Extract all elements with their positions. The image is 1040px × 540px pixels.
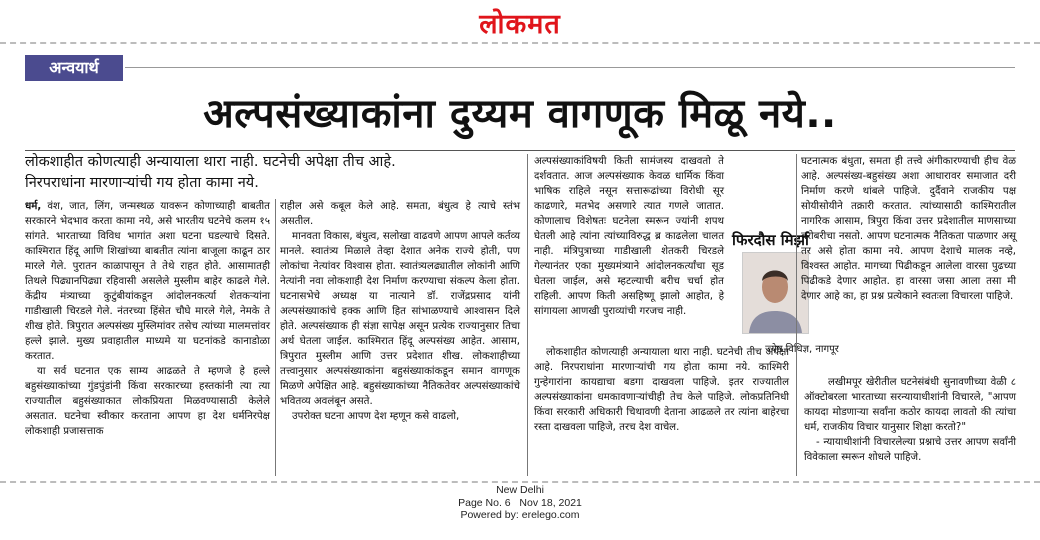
footer-page-date	[420, 497, 620, 510]
column-1-para-1	[25, 199, 270, 364]
column-2-para-1: राहील असे कबूल केले आहे. समता, बंधुत्व हे त्याचे स्तंभ असतील.	[280, 201, 520, 227]
column-2-para-3: उपरोक्त घटना आपण देश म्हणून कसे वाढलो,	[292, 411, 460, 422]
footer-page: Page No. 6	[458, 496, 511, 509]
article-column-3-lower	[534, 345, 789, 435]
bottom-divider	[0, 481, 1040, 483]
author-portrait-icon	[743, 253, 808, 333]
article-column-1	[25, 199, 270, 439]
author-name: फिरदौस मिर्झा	[732, 231, 809, 249]
lead-word: धर्म,	[25, 201, 42, 212]
section-tag: अन्वयार्थ	[25, 55, 123, 81]
column-separator	[796, 154, 797, 476]
intro-line-1: लोकशाहीत कोणत्याही अन्यायाला थारा नाही. घटनेची अपेक्षा तीच आहे.	[25, 154, 396, 170]
masthead	[0, 0, 1040, 40]
column-separator	[527, 154, 528, 476]
article-column-4	[801, 154, 1016, 304]
article-column-4-lower	[804, 375, 1016, 465]
article-column-3	[534, 154, 724, 319]
column-1-para-2: या सर्व घटनात एक साम्य आढळते ते म्हणजे हे हल्ले बहुसंख्याकांच्या गुंडपुंडांनी किंवा सरकारच्या हस्तकांनी त्या त्या राज्यातील बहुसंख्याकात लोकप्रियता मिळवण्यासाठी केलेले असतात. घटनेचा स्वीकार करताना आपण हा देश धर्मनिरपेक्ष लोकशाही प्रजासत्ताक	[25, 366, 270, 437]
column-4-para-1: घटनात्मक बंधुता, समता ही तत्त्वे अंगीकारण्याची हीच वेळ आहे. अल्पसंख्य-बहुसंख्य अशा आधारावर समाजात दरी निर्माण करणे थांबले पाहिजे. दुर्दैवाने राजकीय पक्ष सोयीसोयीने तक्रारी करतात. त्यांच्यासाठी काश्मिरातील नागरिक आसाम, त्रिपुरा किंवा उत्तर प्रदेशातील माणसाच्या बरोबरीचा नसतो. आपण घटनात्मक नैतिकता पाळणार असू तर असे होता कामा नये. आपण देशाचे मालक नव्हे, विश्वस्त आहोत. मागच्या पिढीकडून आलेला वारसा पुढच्या पिढीकडे देणार आहोत. हा वारसा जसा आला तसा मी देणार आहे का, हा प्रश्न प्रत्येकाने स्वतःला विचारला पाहिजे.	[801, 156, 1016, 302]
author-photo	[742, 252, 809, 334]
article-headline: अल्पसंख्याकांना दुय्यम वागणूक मिळू नये..	[203, 91, 837, 137]
column-4-para-3: - न्यायाधीशांनी विचारलेल्या प्रश्नाचे उत्तर आपण सर्वांनी विवेकाला स्मरून शोधले पाहिजे.	[804, 437, 1016, 463]
top-divider	[0, 42, 1040, 44]
section-tag-rule	[125, 67, 1015, 68]
footer-date: Nov 18, 2021	[519, 496, 582, 509]
column-3-para-1: अल्पसंख्याकांविषयी किती सामंजस्य दाखवतो ते दर्शवतात. आज अल्पसंख्याक केवळ धार्मिक किंवा भाषिक राहिले नसून सत्तारूढांच्या विरोधी सूर काढणारे, मतभेद असणारे त्यात गणले जातात. कोणालाच विशेषतः घटनेला स्मरून ज्यांनी शपथ घेतली आहे त्यांना त्यांच्याविरुद्ध ब्र काढलेला चालत नाही. मंत्रिपुत्राच्या गाडीखाली शेतकरी चिरडले गेल्यानंतर एका मुख्यमंत्र्याने आंदोलनकर्त्यांचा सूड घेतला जाईल, असे म्हटल्याची बरीच चर्चा होत राहिली. आपण किती असहिष्णू झालो आहोत, हे सांगायला आणखी पुराव्यांची गरजच नाही.	[534, 156, 724, 317]
lokmat-logo: लोकमत	[479, 9, 561, 40]
column-2-para-2: मानवता विकास, बंधुत्व, सलोखा वाढवणे आपण आपले कर्तव्य मानले. स्वातंत्र्य मिळाले तेव्हा देशात अनेक राज्ये होती, पण लोकांचा नेत्यांवर विश्वास होता. स्वातंत्र्यलढ्यातील लोकांनी आणि नेत्यांनी नवा लोकशाही देश निर्माण करण्याचा संकल्प केला होता. घटनासभेचे अध्यक्ष या नात्याने डॉ. राजेंद्रप्रसाद यांनी अल्पसंख्याकांचे हक्क आणि हित सांभाळण्याचे आश्वासन दिले होते. अल्पसंख्याक ही संज्ञा सापेक्ष असून प्रत्येक राज्यानुसार तिचा अर्थ घेतला जाईल. काश्मिरात हिंदू अल्पसंख्य आहेत. आसाम, त्रिपुरात मुस्लीम आणि उत्तर प्रदेशात शीख. लोकशाहीच्या तत्त्वानुसार अल्पसंख्याकांना बहुसंख्याकांकडून समान वागणूक मिळणे अपेक्षित आहे. बहुसंख्याकांच्या नैतिकतेवर अल्पसंख्याकांचे भवितव्य अवलंबून असते.	[280, 231, 520, 407]
column-separator	[275, 199, 276, 476]
footer-edition: New Delhi	[496, 484, 544, 496]
article-column-2	[280, 199, 520, 424]
column-1-para-1-text: वंश, जात, लिंग, जन्मस्थळ यावरून कोणाच्याही बाबतीत सरकारने भेदभाव करता कामा नये, असे भारतीय घटनेचे कलम १५ सांगते. भारताच्या विविध भागांत अशा घटना घडल्याचे दिसते. काश्मिरात हिंदू आणि शिखांच्या बाबतीत त्यांना बाजूला काढून ठार मारले गेले. पुरातन काळापासून ते तेथे राहत होते. आसामातही तिथले पिढ्यानपिढ्या रहिवासी असलेले मुस्लीम बाहेर काढले गेले. केंद्रीय मंत्र्याच्या कुटुंबीयांकडून आंदोलनकर्त्या शेतकऱ्यांना गाडीखाली चिरडले गेले. नंतरच्या हिंसेत चौघे मारले गेले, नेमके ते शीख होते. त्रिपुरात अल्पसंख्य मुस्लिमांवर तसेच त्यांच्या मालमत्तांवर हल्ले झाले. मुख्य प्रवाहातील माध्यमे या घटनांकडे कानाडोळा करतात.	[25, 201, 270, 362]
footer-powered-by: Powered by: erelego.com	[460, 509, 580, 521]
column-4-para-2: लखीमपूर खेरीतील घटनेसंबंधी सुनावणीच्या वेळी ८ ऑक्टोबरला भारताच्या सरन्यायाधीशांनी विचारले, "आपण कायदा मोडणाऱ्या सर्वांना कठोर कायदा लावतो की त्यांचा धर्म, राजकीय विचार यानुसार शिक्षा करतो?"	[804, 377, 1016, 433]
author-designation: ज्येष्ठ विधिज्ञ, नागपूर	[765, 344, 839, 355]
article-intro	[25, 152, 515, 194]
page-footer	[420, 484, 620, 522]
intro-line-2: निरपराधांना मारणाऱ्यांची गय होता कामा नये.	[25, 175, 259, 191]
headline-rule	[25, 150, 1015, 151]
column-3-para-2: लोकशाहीत कोणत्याही अन्यायाला थारा नाही. घटनेची तीच अपेक्षा आहे. निरपराधांना मारणाऱ्यांची गय होता कामा नये. काश्मिरी गुन्हेगारांना कायद्याचा बडगा दाखवला पाहिजे. इतर राज्यातील अल्पसंख्याकांना धमकावणाऱ्यांचीही तेच केले पाहिजे. लोकप्रतिनिधी किंवा सरकारी अधिकारी चिथावणी देताना आढळले तर त्यांना बाहेरचा रस्ता दाखवला पाहिजे, तरच देश वाचेल.	[534, 347, 789, 433]
